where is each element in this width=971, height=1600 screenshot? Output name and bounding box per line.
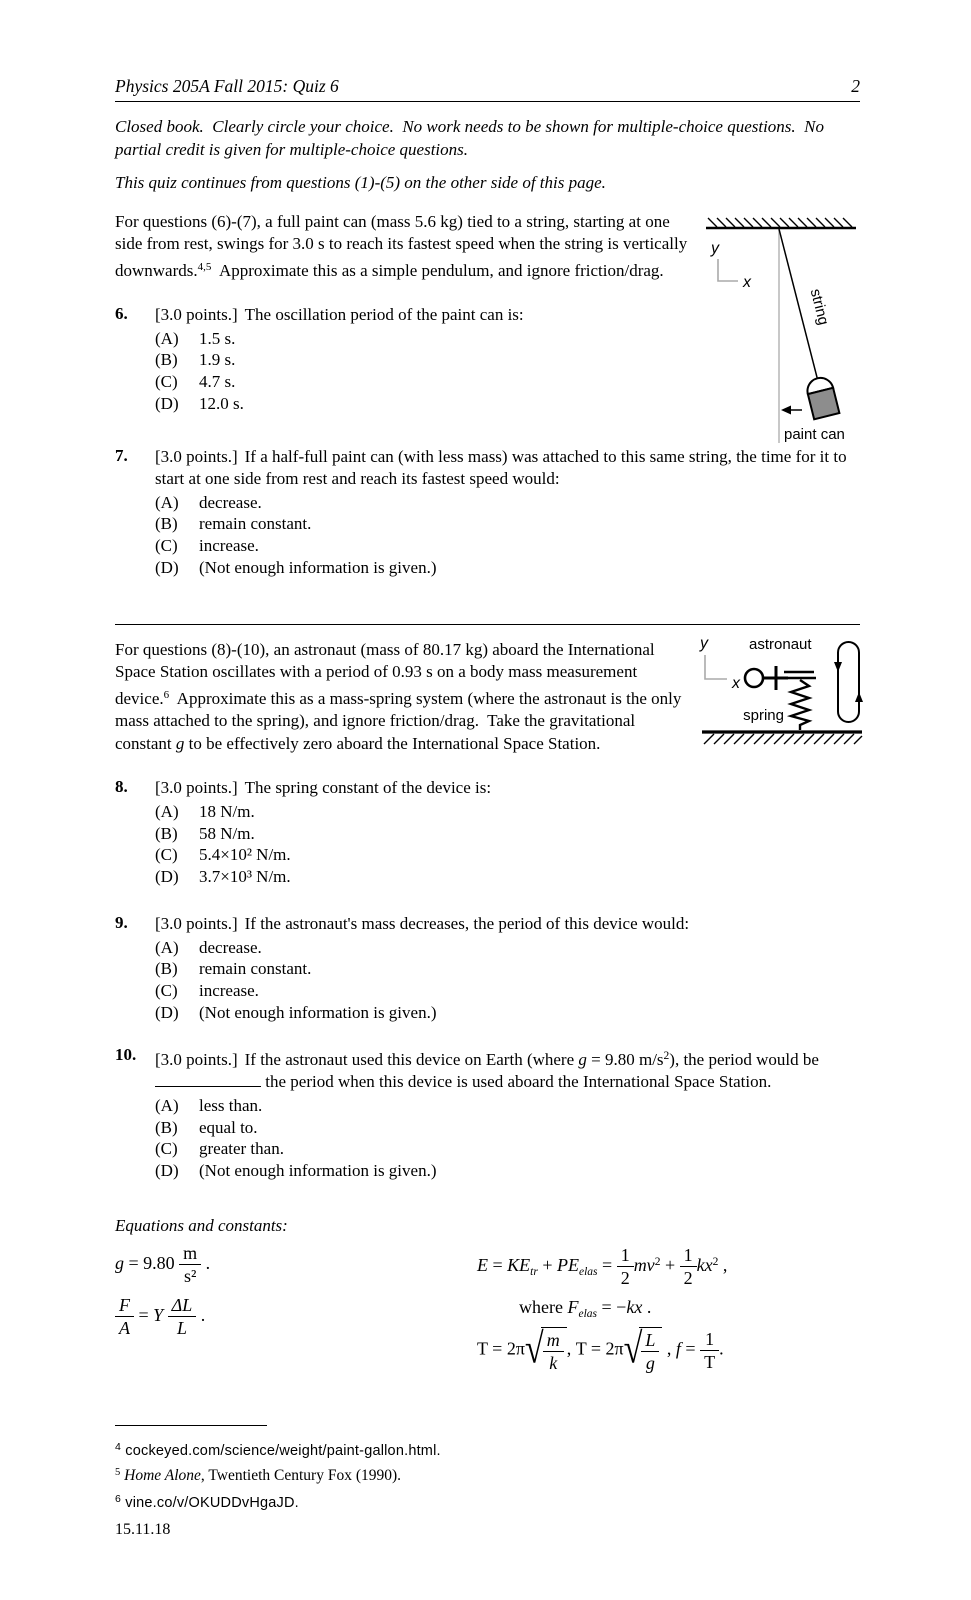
- e-var: E: [477, 1254, 488, 1275]
- t-equals-2pi: T = 2π: [477, 1338, 525, 1359]
- y-var: Y: [153, 1305, 164, 1326]
- mv-var: mv: [633, 1254, 655, 1275]
- option-b-letter: (B): [155, 959, 178, 979]
- y-axis-label: y: [700, 634, 708, 652]
- page-number: 2: [851, 76, 860, 96]
- f-over-a-fraction: $\frac{F}{A}$: [115, 1295, 134, 1338]
- question-7-options: [155, 492, 860, 579]
- spring-setup-text: [115, 639, 690, 756]
- question-10: [115, 1045, 860, 1182]
- option-d-text: 12.0 s.: [199, 393, 244, 413]
- option-d: [155, 1160, 860, 1182]
- question-10-text-2: = 9.80 m/s: [586, 1049, 664, 1069]
- question-10-text-3: ), the period would be: [669, 1049, 824, 1069]
- equals: =: [488, 1254, 508, 1275]
- equations-right-column: [477, 1243, 860, 1383]
- option-d-letter: (D): [155, 393, 179, 413]
- question-8-number: 8.: [115, 777, 128, 797]
- question-8-prompt: [155, 777, 860, 800]
- string-label: string: [806, 286, 833, 327]
- question-6-text: The oscillation period of the paint can is:: [244, 305, 524, 324]
- option-d: [155, 866, 860, 888]
- axes-corner: [705, 655, 727, 679]
- x-axis-label: x: [743, 273, 751, 291]
- question-9-options: [155, 937, 860, 1024]
- instructions-text: Closed book. Clearly circle your choice. No work needs to be shown for multiple-choice questions. No partial credit is given for multiple-choice questions.: [115, 117, 829, 159]
- question-7-body: [155, 446, 860, 579]
- ke-var: KE: [507, 1254, 531, 1275]
- option-d: [155, 557, 860, 579]
- hooke-equation: [519, 1297, 860, 1320]
- ground-hatch: [704, 734, 862, 744]
- astronaut-diagram: [692, 628, 872, 748]
- intro-block: [115, 116, 860, 195]
- option-b: [155, 823, 860, 845]
- squared: 2: [654, 1255, 661, 1268]
- equations-heading: Equations and constants:: [115, 1215, 288, 1235]
- footnote-5-title: Home Alone: [124, 1467, 201, 1485]
- footnote-ref-6: 6: [163, 688, 170, 701]
- option-b: [155, 513, 860, 535]
- question-10-options: [155, 1095, 860, 1182]
- option-d: [155, 1002, 860, 1024]
- period-mark: .: [196, 1305, 206, 1326]
- option-c-letter: (C): [155, 981, 178, 1001]
- sqrt-m-over-k: √ $\frac{m}{k}$: [525, 1327, 567, 1373]
- pendulum-setup-p1: For questions (6)-(7), a full paint can (mass 5.6 kg) tied to a string, starting at one side from rest, swings for 3.0 s to reach its fastest speed when the string is vertically downwards.: [115, 211, 692, 280]
- plus: +: [660, 1254, 680, 1275]
- section-divider: [115, 624, 860, 625]
- footnote-rule: [115, 1425, 267, 1426]
- youngs-modulus-equation: [115, 1295, 477, 1338]
- equals: =: [134, 1305, 154, 1326]
- up-arrow-head: [855, 692, 863, 702]
- spring-coil: [791, 680, 809, 730]
- question-10-text-1: If the astronaut used this device on Earth (where: [244, 1049, 579, 1069]
- option-d-letter: (D): [155, 867, 179, 887]
- oscillation-loop: [838, 642, 859, 722]
- question-9-text: If the astronaut's mass decreases, the period of this device would:: [244, 914, 690, 934]
- option-c-text: 4.7 s.: [199, 372, 236, 392]
- option-d-letter: (D): [155, 1161, 179, 1181]
- paint-can-label: paint can: [784, 425, 845, 443]
- option-d-text: (Not enough information is given.): [199, 1002, 437, 1022]
- comma-mark: ,: [662, 1338, 676, 1359]
- option-c-letter: (C): [155, 536, 178, 556]
- astronaut-head: [745, 669, 763, 687]
- f-var: F: [567, 1297, 579, 1318]
- period-mark: .: [201, 1252, 211, 1273]
- option-a-letter: (A): [155, 1095, 179, 1115]
- option-b-letter: (B): [155, 514, 178, 534]
- continuation-note: This quiz continues from questions (1)-(5) on the other side of this page.: [115, 173, 606, 192]
- option-c: [155, 535, 860, 557]
- squared-superscript: 2: [663, 1049, 670, 1062]
- period-equation: [477, 1327, 860, 1373]
- page-header: [115, 76, 860, 102]
- question-6-number: 6.: [115, 304, 128, 323]
- pendulum-diagram: [696, 211, 866, 451]
- option-a-text: decrease.: [199, 492, 262, 512]
- equals-minus: = −: [597, 1297, 627, 1318]
- where-word: where: [519, 1297, 568, 1318]
- option-d-text: (Not enough information is given.): [199, 1161, 437, 1181]
- period-mark: .: [719, 1338, 724, 1359]
- option-c: [155, 844, 860, 866]
- option-b-text: remain constant.: [199, 514, 312, 534]
- option-b-letter: (B): [155, 1117, 178, 1137]
- tr-subscript: tr: [530, 1265, 538, 1278]
- can-body: [808, 387, 840, 419]
- footnote-5-text: , Twentieth Century Fox (1990).: [200, 1467, 402, 1485]
- footnote-4-text: cockeyed.com/science/weight/paint-gallon.html.: [121, 1442, 441, 1459]
- option-a-letter: (A): [155, 801, 179, 821]
- footnote-5: [115, 1462, 860, 1488]
- option-a-letter: (A): [155, 937, 179, 957]
- question-8-text: The spring constant of the device is:: [244, 778, 492, 798]
- option-a: [155, 1095, 860, 1117]
- option-a-letter: (A): [155, 328, 179, 348]
- question-8: [115, 777, 860, 888]
- option-b-text: remain constant.: [199, 959, 312, 979]
- footnote-6-text: vine.co/v/OKUDDvHgaJD.: [121, 1494, 299, 1511]
- question-7-number: 7.: [115, 445, 128, 465]
- option-b-text: 1.9 s.: [199, 350, 236, 370]
- x-axis-label: x: [732, 674, 740, 692]
- question-8-points: [3.0 points.]: [155, 778, 238, 798]
- dl-over-l-fraction: $\frac{\Delta L}{L}$: [168, 1295, 197, 1338]
- g-symbol: g: [175, 733, 185, 753]
- option-a-text: 1.5 s.: [199, 328, 236, 348]
- spring-label: spring: [743, 706, 784, 724]
- option-a-text: 18 N/m.: [199, 801, 255, 821]
- option-b: [155, 1117, 860, 1139]
- option-c-text: increase.: [199, 536, 259, 556]
- option-c-letter: (C): [155, 372, 178, 392]
- question-9-number: 9.: [115, 913, 128, 933]
- option-c-letter: (C): [155, 1139, 178, 1159]
- squared: 2: [712, 1255, 719, 1268]
- option-a: [155, 801, 860, 823]
- question-10-text-4: the period when this device is used aboard the International Space Station.: [261, 1072, 772, 1092]
- sqrt-l-over-g: √ $\frac{L}{g}$: [624, 1327, 663, 1373]
- question-8-options: [155, 801, 860, 888]
- spring-setup-p2: Approximate this as a mass-spring system (where the astronaut is the only mass attached to the spring), and ignore friction/drag. Take the gravitational constant: [115, 688, 686, 753]
- spring-setup-p3: to be effectively zero aboard the International Space Station.: [184, 733, 601, 753]
- comma-mark: ,: [718, 1254, 728, 1275]
- equals: =: [597, 1254, 617, 1275]
- header-title: Physics 205A Fall 2015: Quiz 6: [115, 76, 339, 96]
- pendulum-setup-text: [115, 211, 700, 283]
- paint-can-shape: [805, 375, 840, 419]
- option-a: [155, 937, 860, 959]
- footnote-5-marker: 5: [115, 1467, 121, 1479]
- question-10-prompt: [155, 1045, 860, 1094]
- version-date: 15.11.18: [115, 1521, 171, 1539]
- astronaut-label: astronaut: [749, 635, 812, 653]
- equations-block: [115, 1215, 860, 1383]
- period-mark: .: [642, 1297, 652, 1318]
- plus: +: [537, 1254, 557, 1275]
- footnote-4-marker: 4: [115, 1440, 122, 1453]
- option-b-text: equal to.: [199, 1117, 258, 1137]
- footnote-ref-45: 4,5: [197, 260, 212, 273]
- elas-subscript: elas: [579, 1265, 598, 1278]
- question-7-prompt: [155, 446, 860, 491]
- option-b-letter: (B): [155, 823, 178, 843]
- option-b-text: 58 N/m.: [199, 823, 255, 843]
- option-c-text: 5.4×10² N/m.: [199, 845, 291, 865]
- question-7: [115, 446, 860, 579]
- option-b: [155, 958, 860, 980]
- kx-var: kx: [696, 1254, 713, 1275]
- equals: = 9.80: [124, 1252, 180, 1273]
- energy-equation: [477, 1245, 860, 1288]
- option-c: [155, 980, 860, 1002]
- one-half-fraction: $\frac{1}{2}$: [680, 1245, 697, 1288]
- one-over-t-fraction: $\frac{1}{T}$: [700, 1329, 719, 1372]
- down-arrow-head: [834, 662, 842, 672]
- question-7-points: [3.0 points.]: [155, 446, 238, 466]
- equations-columns: [115, 1243, 860, 1383]
- option-d-text: 3.7×10³ N/m.: [199, 867, 291, 887]
- fill-in-blank: [155, 1073, 261, 1087]
- question-10-points: [3.0 points.]: [155, 1049, 238, 1069]
- question-7-text: If a half-full paint can (with less mass) was attached to this same string, the time for it to start at one side from rest and reach its fastest speed would:: [155, 446, 851, 489]
- option-a-text: less than.: [199, 1095, 263, 1115]
- one-half-fraction: $\frac{1}{2}$: [617, 1245, 634, 1288]
- equals: =: [680, 1338, 701, 1359]
- pendulum-setup-p2: Approximate this as a simple pendulum, and ignore friction/drag.: [211, 260, 664, 280]
- kx-var: kx: [626, 1297, 643, 1318]
- option-d-letter: (D): [155, 1002, 179, 1022]
- spring-section: [115, 634, 860, 1182]
- option-c: [155, 1138, 860, 1160]
- swing-arrow-head: [781, 405, 791, 414]
- option-b-letter: (B): [155, 350, 178, 370]
- question-9-body: [155, 913, 860, 1024]
- footnote-6-marker: 6: [115, 1492, 122, 1505]
- spring-setup-p1: For questions (8)-(10), an astronaut (mass of 80.17 kg) aboard the International Space Station oscillates with a period of 0.93 s on a body mass measurement device.: [115, 639, 659, 708]
- option-d-text: (Not enough information is given.): [199, 558, 437, 578]
- equations-left-column: [115, 1243, 477, 1383]
- question-9: [115, 913, 860, 1024]
- option-a: [155, 492, 860, 514]
- gravity-equation: [115, 1243, 477, 1286]
- axes-corner: [718, 259, 738, 281]
- option-d-letter: (D): [155, 558, 179, 578]
- option-c-text: increase.: [199, 981, 259, 1001]
- footnotes-block: [115, 1436, 860, 1542]
- g-symbol: g: [578, 1049, 587, 1069]
- f-var: f: [675, 1338, 681, 1359]
- option-a-text: decrease.: [199, 937, 262, 957]
- question-8-body: [155, 777, 860, 888]
- question-9-points: [3.0 points.]: [155, 914, 238, 934]
- m-per-s2-fraction: $\frac{m}{\text{s²}}$: [179, 1243, 201, 1286]
- option-a-letter: (A): [155, 492, 179, 512]
- t-equals-2pi: , T = 2π: [566, 1338, 624, 1359]
- footnote-6: [115, 1488, 860, 1515]
- option-c-letter: (C): [155, 845, 178, 865]
- option-c-text: greater than.: [199, 1139, 284, 1159]
- pe-var: PE: [557, 1254, 579, 1275]
- pendulum-section: [115, 211, 860, 579]
- g-var: g: [115, 1252, 124, 1273]
- question-9-prompt: [155, 913, 860, 936]
- question-10-body: [155, 1045, 860, 1182]
- elas-subscript: elas: [578, 1308, 598, 1321]
- question-6-points: [3.0 points.]: [155, 305, 238, 324]
- y-axis-label: y: [711, 239, 719, 257]
- footnote-4: [115, 1436, 860, 1463]
- ceiling-hatch: [708, 218, 852, 227]
- question-10-number: 10.: [115, 1044, 137, 1064]
